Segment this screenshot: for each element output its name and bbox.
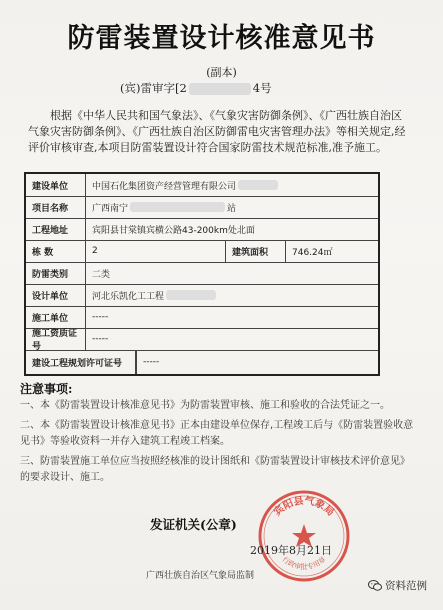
row-label: 建设单位 xyxy=(26,174,86,196)
row-value xyxy=(86,284,216,306)
number-suffix: 4号 xyxy=(252,81,272,95)
row-value: ----- xyxy=(92,312,109,322)
notice-item: 三、防雷装置施工单位应当按照经核准的设计图纸和《防雷装置设计审核技术评价意见》的要求设计、施工。 xyxy=(20,456,410,483)
seal-bottom-text: 行政审批专用章 xyxy=(280,555,328,572)
table-row xyxy=(26,240,378,263)
row-value-text: 中国石化集团资产经营管理有限公司 xyxy=(92,181,237,192)
redacted-block xyxy=(238,180,278,190)
document-title: 防雷装置设计核准意见书 xyxy=(67,23,376,54)
wechat-icon xyxy=(368,580,382,591)
table-row xyxy=(26,284,378,307)
number-prefix: (宾)雷审字[2 xyxy=(120,81,187,95)
row-label: 施工资质证号 xyxy=(26,328,86,350)
table-row xyxy=(26,350,378,374)
table-row xyxy=(26,196,378,219)
row-label: 工程地址 xyxy=(26,218,86,240)
row-value: 宾阳县甘棠镇宾横公路43-200km处北面 xyxy=(92,225,255,236)
printed-by: 广西壮族自治区气象局监制 xyxy=(146,571,255,581)
row-value xyxy=(86,174,278,196)
redacted-block xyxy=(189,83,251,95)
issuer-label: 发证机关(公章) xyxy=(150,517,237,532)
document-number xyxy=(120,80,272,96)
watermark-label: 资料范例 xyxy=(385,580,427,592)
seal-top-text: 宾阳县气象局 xyxy=(272,495,336,519)
notice-list xyxy=(20,398,415,490)
notice-item: 二、本《防雷装置设计核准意见书》正本由建设单位保存,工程竣工后与《防雷装置验收意见书》等验收资料一并存入建筑工程竣工档案。 xyxy=(20,420,414,447)
table-row xyxy=(26,174,378,197)
notice-item: 一、本《防雷装置设计核准意见书》为防雷装置审核、施工和验收的合法凭证之一。 xyxy=(20,400,390,411)
intro-paragraph: 根据《中华人民共和国气象法》、《气象灾害防御条例》、《广西壮族自治区气象灾害防御条例》、《广西壮族自治区防御雷电灾害管理办法》等相关规定,经评价审核审查,本项目防雷装置设计符合国家防雷技术规范标准,准予施工。 xyxy=(28,109,406,154)
copy-label: (副本) xyxy=(206,66,237,79)
extra-value: 746.24㎡ xyxy=(292,247,333,258)
row-label: 建设工程规划许可证号 xyxy=(26,350,136,374)
issue-date: 2019年8月21日 xyxy=(250,544,332,557)
row-value-suffix: 站 xyxy=(227,203,237,214)
row-value xyxy=(86,196,236,218)
watermark xyxy=(368,578,427,593)
info-table xyxy=(24,172,380,376)
row-label: 施工单位 xyxy=(26,306,86,328)
notice-title: 注意事项: xyxy=(20,382,73,396)
row-label: 栋 数 xyxy=(26,240,86,262)
row-value: ----- xyxy=(92,334,109,344)
row-value: 2 xyxy=(86,240,226,262)
row-value-text: 河北乐凯化工工程 xyxy=(92,291,165,302)
redacted-block xyxy=(130,202,225,212)
official-seal-icon xyxy=(256,488,352,584)
redacted-block xyxy=(166,290,216,300)
row-label: 项目名称 xyxy=(26,196,86,218)
table-row xyxy=(26,262,378,285)
table-row xyxy=(26,328,378,351)
row-value-text: 广西南宁 xyxy=(92,203,129,214)
row-label: 设计单位 xyxy=(26,284,86,306)
row-value: ----- xyxy=(136,350,159,374)
table-row xyxy=(26,218,378,241)
row-label: 防雷类别 xyxy=(26,262,86,284)
row-value: 二类 xyxy=(92,269,111,280)
extra-label: 建筑面积 xyxy=(226,240,286,262)
